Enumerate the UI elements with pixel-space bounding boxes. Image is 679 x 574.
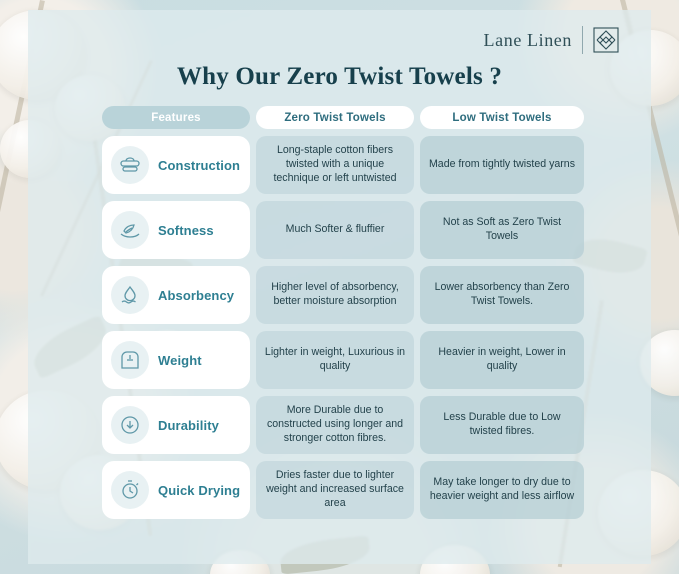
- value-zero-twist: Higher level of absorbency, better moisture absorption: [256, 266, 414, 324]
- table-row: [102, 331, 584, 389]
- value-low-twist: Made from tightly twisted yarns: [420, 136, 584, 194]
- feature-cell-softness: [102, 201, 250, 259]
- feature-label: Weight: [158, 352, 202, 368]
- value-zero-twist: Long-staple cotton fibers twisted with a unique technique or left untwisted: [256, 136, 414, 194]
- table-row: [102, 266, 584, 324]
- brand-lockup: [484, 26, 619, 54]
- table-row: [102, 136, 584, 194]
- weighing-scale-icon: [111, 341, 149, 379]
- value-low-twist: Heavier in weight, Lower in quality: [420, 331, 584, 389]
- value-low-twist: Lower absorbency than Zero Twist Towels.: [420, 266, 584, 324]
- brand-divider: [582, 26, 583, 54]
- value-zero-twist: Lighter in weight, Luxurious in quality: [256, 331, 414, 389]
- feature-label: Absorbency: [158, 287, 235, 303]
- value-zero-twist: Dries faster due to lighter weight and increased surface area: [256, 461, 414, 519]
- comparison-table: [102, 106, 584, 526]
- value-low-twist: Not as Soft as Zero Twist Towels: [420, 201, 584, 259]
- stopwatch-icon: [111, 471, 149, 509]
- column-header-features: Features: [102, 106, 250, 129]
- feature-cell-quick-drying: [102, 461, 250, 519]
- table-row: [102, 396, 584, 454]
- feature-cell-construction: [102, 136, 250, 194]
- feature-cell-weight: [102, 331, 250, 389]
- value-zero-twist: Much Softer & fluffier: [256, 201, 414, 259]
- feature-label: Softness: [158, 222, 214, 238]
- value-low-twist: Less Durable due to Low twisted fibres.: [420, 396, 584, 454]
- shield-down-arrow-icon: [111, 406, 149, 444]
- hand-with-feather-icon: [111, 211, 149, 249]
- column-header-low-twist: Low Twist Towels: [420, 106, 584, 129]
- water-drop-absorb-icon: [111, 276, 149, 314]
- table-row: [102, 201, 584, 259]
- content-card: [28, 10, 651, 564]
- feature-cell-durability: [102, 396, 250, 454]
- feature-label: Durability: [158, 417, 219, 433]
- table-header-row: [102, 106, 584, 129]
- table-row: [102, 461, 584, 519]
- value-zero-twist: More Durable due to constructed using longer and stronger cotton fibres.: [256, 396, 414, 454]
- value-low-twist: May take longer to dry due to heavier weight and less airflow: [420, 461, 584, 519]
- folded-towels-icon: [111, 146, 149, 184]
- feature-label: Construction: [158, 157, 241, 173]
- brand-name: Lane Linen: [483, 29, 572, 50]
- feature-cell-absorbency: [102, 266, 250, 324]
- linen-knot-logo-icon: [593, 27, 619, 53]
- column-header-zero-twist: Zero Twist Towels: [256, 106, 414, 129]
- feature-label: Quick Drying: [158, 482, 241, 498]
- page-title: Why Our Zero Twist Towels ?: [176, 63, 503, 90]
